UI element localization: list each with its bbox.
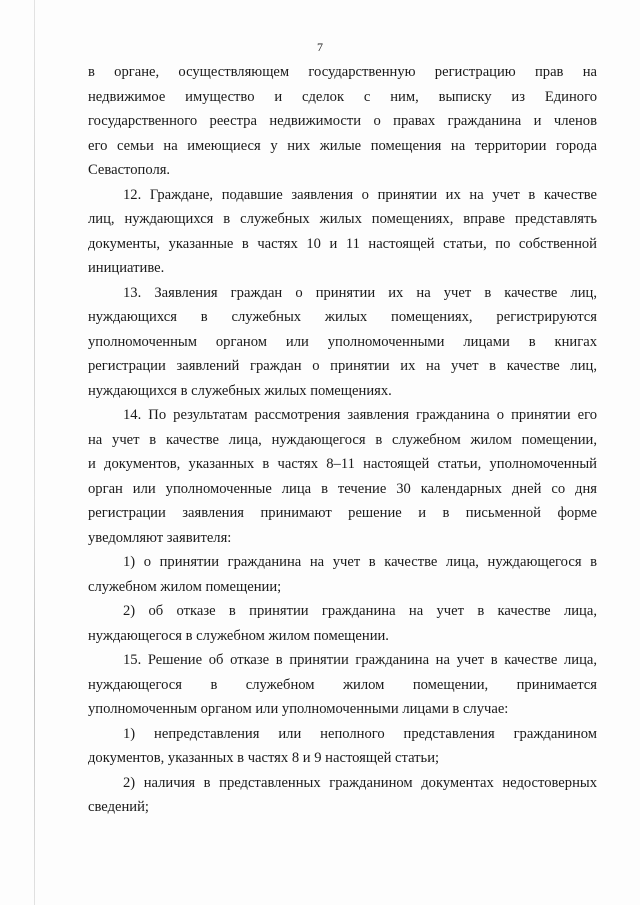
text-line: в органе, осуществляющем государственную регистрацию прав на xyxy=(88,64,597,80)
text-line: уполномоченным органом или уполномоченными лицами в книгах xyxy=(88,333,597,350)
text-line: орган или уполномоченные лица в течение 30 календарных дней со дня xyxy=(88,480,597,497)
text-line: документы, указанные в частях 10 и 11 настоящей статьи, по собственной xyxy=(88,235,597,252)
text-line: на учет в качестве лица, нуждающегося в служебном жилом помещении, xyxy=(88,431,597,448)
text-line: 14. По результатам рассмотрения заявления гражданина о принятии его xyxy=(123,407,597,423)
text-line: государственного реестра недвижимости о правах гражданина и членов xyxy=(88,113,597,129)
text-line: 15. Решение об отказе в принятии гражданина на учет в качестве лица, xyxy=(123,652,597,668)
text-line: недвижимое имущество и сделок с ним, выписку из Единого xyxy=(88,88,597,105)
scan-binding-edge xyxy=(34,0,35,905)
text-line: уполномоченным органом или уполномоченными лицами в случае: xyxy=(88,701,509,717)
text-line: Севастополя. xyxy=(88,162,171,178)
text-line: уведомляют заявителя: xyxy=(88,529,232,546)
text-line: нуждающегося в служебном жилом помещении. xyxy=(88,627,389,644)
text-line: нуждающихся в служебных жилых помещениях, регистрируются xyxy=(88,309,597,325)
text-line: сведений; xyxy=(88,799,149,815)
text-line: документов, указанных в частях 8 и 9 настоящей статьи; xyxy=(88,750,440,766)
text-line: 13. Заявления граждан о принятии их на учет в качестве лиц, xyxy=(123,284,597,301)
text-line: 12. Граждане, подавшие заявления о принятии их на учет в качестве xyxy=(123,186,597,203)
text-line: служебном жилом помещении; xyxy=(88,578,282,595)
text-line: лиц, нуждающихся в служебных жилых помещениях, вправе представлять xyxy=(88,211,597,227)
text-line: нуждающегося в служебном жилом помещении, принимается xyxy=(88,676,597,693)
document-body-text xyxy=(88,60,597,820)
text-line: 2) наличия в представленных гражданином документах недостоверных xyxy=(123,774,597,791)
text-line: 2) об отказе в принятии гражданина на учет в качестве лица, xyxy=(123,603,597,619)
text-line: и документов, указанных в частях 8–11 настоящей статьи, уполномоченный xyxy=(88,456,597,472)
text-line: его семьи на имеющиеся у них жилые помещения на территории города xyxy=(88,137,597,154)
text-line: нуждающихся в служебных жилых помещениях. xyxy=(88,382,392,399)
text-line: регистрации заявлений граждан о принятии их на учет в качестве лиц, xyxy=(88,358,597,374)
text-line: инициативе. xyxy=(88,260,165,276)
page-number: 7 xyxy=(317,40,323,54)
text-line: 1) о принятии гражданина на учет в качестве лица, нуждающегося в xyxy=(123,554,597,570)
text-line: 1) непредставления или неполного представления гражданином xyxy=(123,725,597,742)
text-line: регистрации заявления принимают решение и в письменной форме xyxy=(88,505,597,521)
